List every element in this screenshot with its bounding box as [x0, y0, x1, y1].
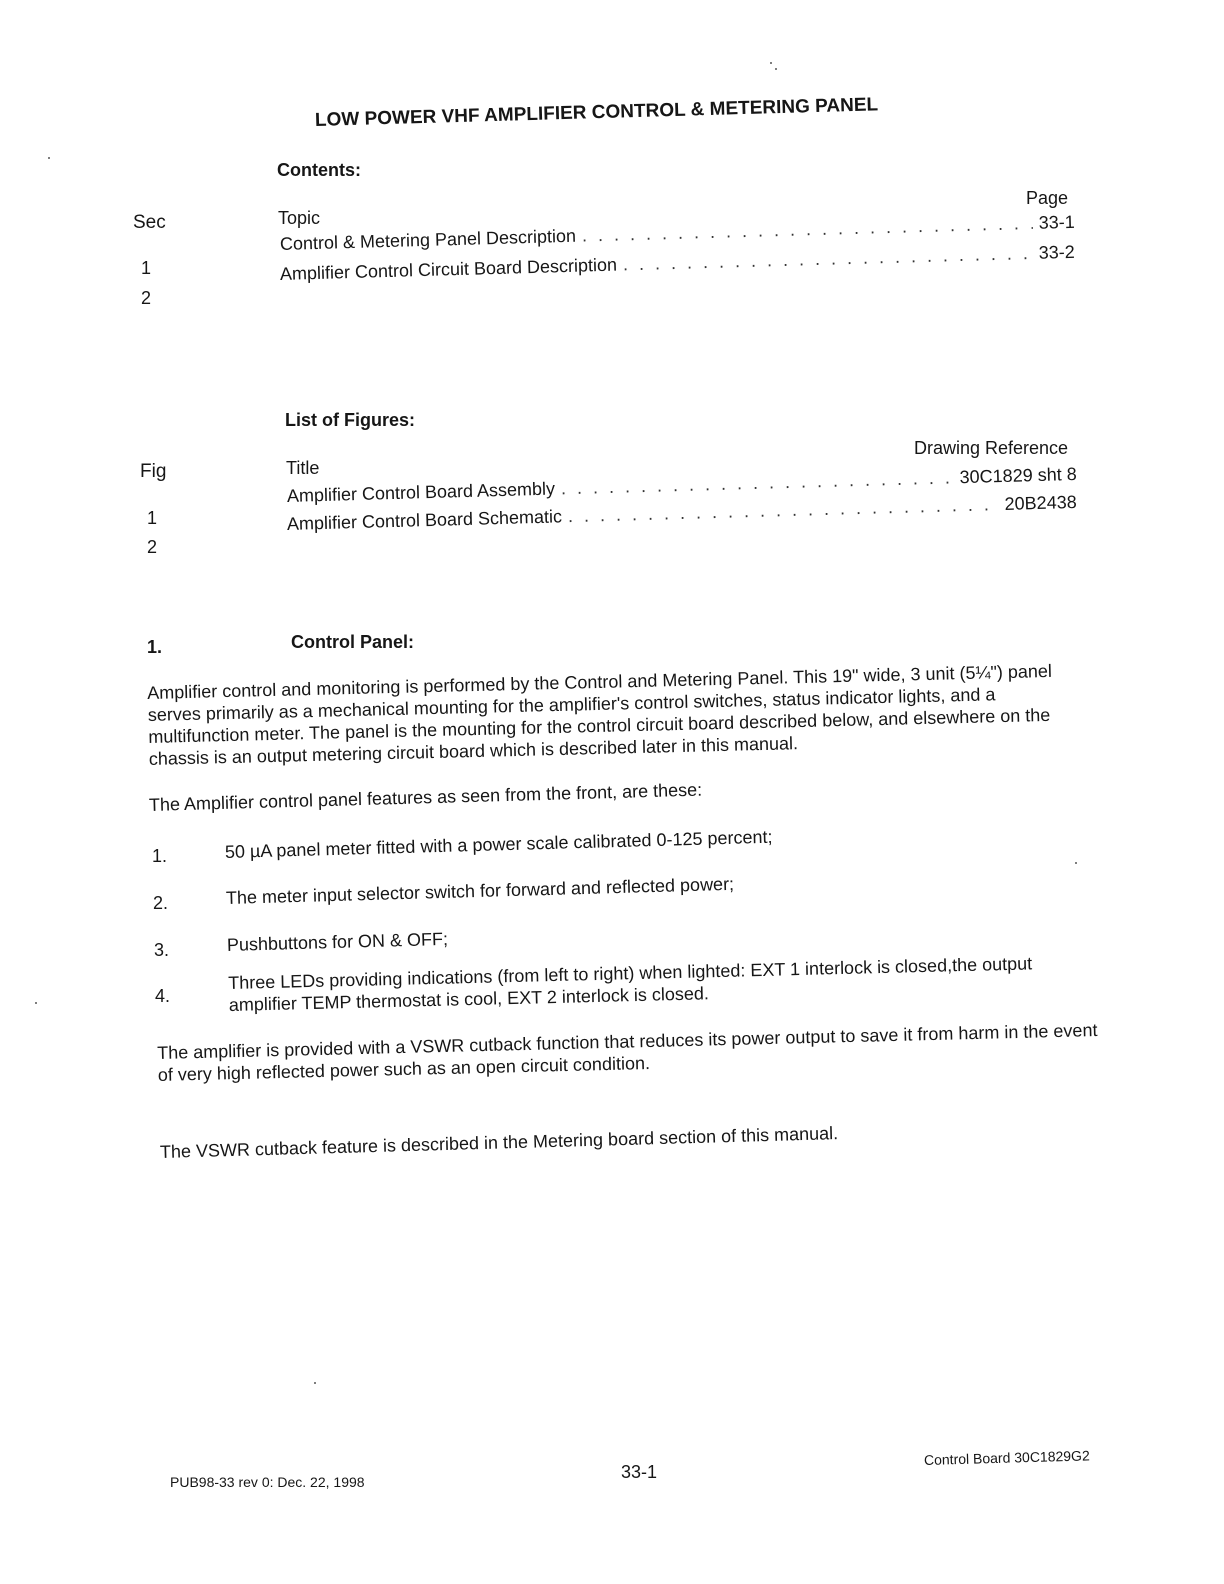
figures-fig-1: 1 [147, 508, 158, 528]
features-lead: The Amplifier control panel features as seen from the front, are these: [148, 779, 703, 815]
figures-heading: List of Figures: [285, 410, 415, 430]
feature-num: 1. [152, 846, 168, 866]
contents-topic: Amplifier Control Circuit Board Description [279, 254, 618, 284]
contents-col-topic: Topic [278, 208, 321, 228]
dot-leader [582, 213, 1033, 247]
figures-title: Amplifier Control Board Schematic [286, 506, 563, 534]
page-title: LOW POWER VHF AMPLIFIER CONTROL & METERING PANEL [314, 94, 879, 131]
contents-page: 33-2 [1038, 241, 1075, 263]
contents-col-page: Page [1026, 188, 1069, 208]
scan-speck [775, 68, 777, 70]
vswr-paragraph: The amplifier is provided with a VSWR cutback function that reduces its power output to save it from harm in the event of very high reflected power such as an open circuit condition. [157, 1020, 1098, 1085]
scan-speck [35, 1002, 37, 1004]
figures-col-ref: Drawing Reference [914, 438, 1069, 458]
section-heading: Control Panel: [291, 632, 415, 652]
feature-text: Pushbuttons for ON & OFF; [226, 928, 449, 955]
contents-col-sec: Sec [133, 212, 166, 233]
scan-speck [48, 157, 50, 159]
footer-board-id: Control Board 30C1829G2 [923, 1447, 1090, 1468]
section-number: 1. [147, 637, 163, 657]
footer-publication: PUB98-33 rev 0: Dec. 22, 1998 [170, 1474, 365, 1490]
feature-text: 50 µA panel meter fitted with a power scale calibrated 0-125 percent; [224, 826, 773, 862]
feature-num: 2. [153, 893, 169, 913]
intro-paragraph: Amplifier control and monitoring is performed by the Control and Metering Panel. This 19" wide, 3 unit (5¼") panel serves primarily as a mechanical mounting for the amplifier's control switches, status indicator lights, and a multifunction meter. The panel is the mounting for the control circuit board described below, and elsewhere on the chassis is an output metering circuit board which is described later in this manual. [147, 660, 1053, 769]
figures-col-fig: Fig [140, 461, 167, 482]
contents-page: 33-1 [1038, 211, 1075, 233]
contents-sec-1: 1 [141, 258, 152, 278]
vswr-reference: The VSWR cutback feature is described in the Metering board section of this manual. [159, 1123, 839, 1162]
scan-speck [314, 1382, 316, 1384]
figures-fig-2: 2 [147, 537, 158, 557]
figures-col-title: Title [286, 458, 320, 478]
feature-num: 4. [155, 986, 171, 1006]
figures-title: Amplifier Control Board Assembly [286, 478, 556, 506]
figures-ref: 30C1829 sht 8 [959, 463, 1077, 488]
contents-topic: Control & Metering Panel Description [279, 225, 577, 254]
scan-speck [1075, 862, 1077, 864]
feature-text: Three LEDs providing indications (from left to right) when lighted: EXT 1 interlock is closed,the output amplifier TEMP thermostat is cool, EXT 2 interlock is closed. [228, 953, 1033, 1015]
contents-sec-2: 2 [141, 288, 152, 308]
dot-leader [568, 494, 999, 527]
feature-num: 3. [154, 940, 170, 960]
dot-leader [561, 467, 954, 499]
footer-page-number: 33-1 [621, 1462, 658, 1482]
figures-ref: 20B2438 [1004, 491, 1077, 514]
feature-text: The meter input selector switch for forward and reflected power; [225, 873, 735, 908]
scan-speck [770, 62, 772, 64]
contents-heading: Contents: [277, 160, 361, 180]
dot-leader [623, 243, 1033, 275]
